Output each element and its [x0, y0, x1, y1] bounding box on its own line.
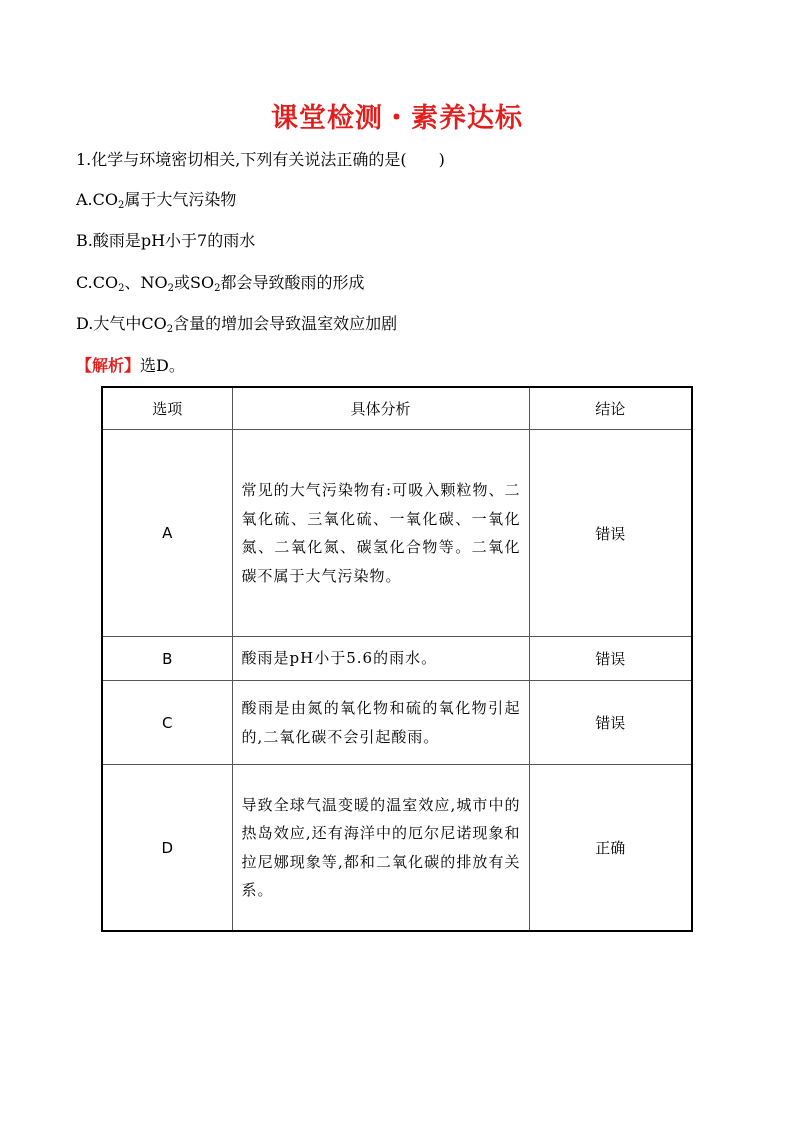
row-conclusion: 错误 — [529, 637, 692, 681]
option-d-rest: 含量的增加会导致温室效应加剧 — [173, 314, 398, 333]
answer-line — [76, 356, 185, 376]
analysis-text: 酸雨是由氮的氧化物和硫的氧化物引起的,二氧化碳不会引起酸雨。 — [241, 699, 521, 746]
subscript: 2 — [118, 283, 125, 294]
row-option: B — [102, 637, 232, 681]
row-analysis — [232, 765, 529, 932]
header-conclusion: 结论 — [529, 387, 692, 430]
option-c-part: 都会导致酸雨的形成 — [220, 273, 365, 292]
subscript: 2 — [166, 324, 174, 335]
question-stem: 1.化学与环境密切相关,下列有关说法正确的是( ) — [76, 150, 445, 169]
subscript: 2 — [167, 283, 174, 294]
table-row — [102, 765, 692, 932]
row-option: A — [102, 430, 232, 637]
header-option: 选项 — [102, 387, 232, 430]
subscript: 2 — [118, 200, 125, 211]
option-a — [76, 190, 236, 210]
option-c-part: C.CO — [76, 273, 119, 292]
header-analysis: 具体分析 — [232, 387, 529, 430]
analysis-text: 导致全球气温变暖的温室效应,城市中的热岛效应,还有海洋中的厄尔尼诺现象和拉尼娜现象等,都和二氧化碳的排放有关系。 — [241, 795, 521, 899]
row-conclusion: 错误 — [529, 430, 692, 637]
table-header-row — [102, 387, 692, 430]
subscript: 2 — [214, 283, 221, 294]
row-analysis — [232, 637, 529, 681]
row-conclusion: 错误 — [529, 681, 692, 765]
section-title: 课堂检测・素养达标 — [271, 103, 523, 134]
row-analysis — [232, 681, 529, 765]
option-b: B.酸雨是pH小于7的雨水 — [76, 231, 256, 250]
row-analysis — [232, 430, 529, 637]
option-a-prefix: A.CO — [76, 190, 118, 209]
analysis-text: 酸雨是pH小于5.6的雨水。 — [241, 649, 438, 668]
row-option: C — [102, 681, 232, 765]
answer-text: 选D。 — [140, 356, 185, 375]
analysis-text: 常见的大气污染物有:可吸入颗粒物、二氧化硫、三氧化硫、一氧化碳、一氧化氮、二氧化氮、碳氢化合物等。二氧化碳不属于大气污染物。 — [241, 481, 521, 585]
table-row — [102, 430, 692, 637]
option-c-part: 或SO — [174, 273, 215, 292]
option-d-prefix: D.大气中CO — [76, 314, 167, 333]
option-a-rest: 属于大气污染物 — [124, 190, 237, 209]
option-c — [76, 273, 364, 293]
answer-label: 【解析】 — [76, 356, 141, 375]
table-row — [102, 681, 692, 765]
table-row — [102, 637, 692, 681]
option-d — [76, 314, 397, 334]
analysis-table — [101, 386, 693, 932]
row-conclusion: 正确 — [529, 765, 692, 932]
option-c-part: 、NO — [124, 273, 168, 292]
row-option: D — [102, 765, 232, 932]
